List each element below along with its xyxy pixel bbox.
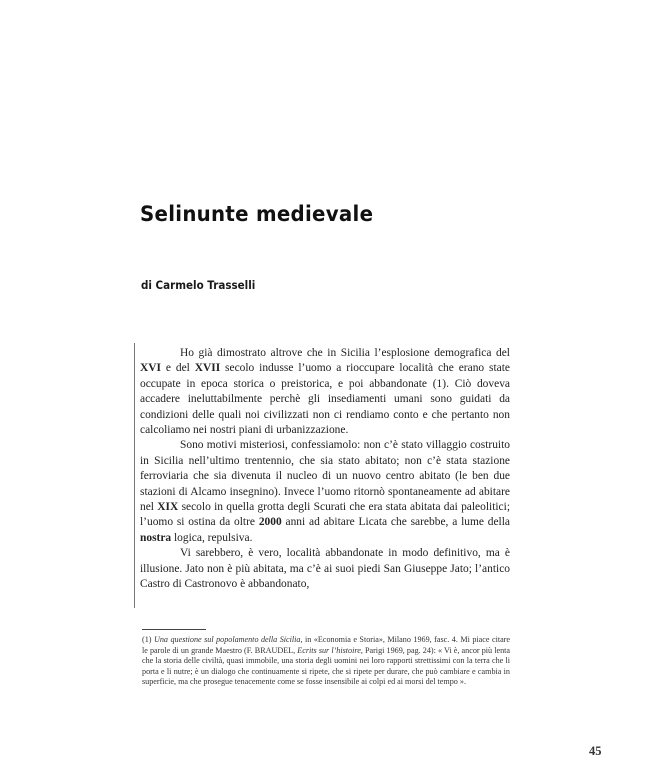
century-xix: XIX <box>157 501 179 514</box>
body-paragraph-3: Vi sarebbero, è vero, località abbandonate in modo definitivo, ma è illusione. Jato non è più abitata, ma c’è ai suoi piedi San Giuseppe Jato; l’antico Castro di Castronovo è abbandonato, <box>140 547 510 591</box>
years-2000: 2000 <box>258 516 282 529</box>
article-body <box>140 346 510 593</box>
paragraph-text: secolo indusse l’uomo a rioccupare località che erano state occupate in epoca storica o preistorica, e poi abbandonate (1). Ciò doveva accadere ineluttabilmente perchè gli insediamenti umani sono guidati da condizioni delle quali noi civilizzati non ci rendiamo conto e che pertanto non calcoliamo nei nostri piani di urbanizzazione. <box>140 362 510 437</box>
paragraph-text: logica, repulsiva. <box>171 531 253 544</box>
footnote-marker: (1) <box>142 635 152 644</box>
footnote <box>142 635 510 688</box>
paragraph-text: anni ad abitare Licata che sarebbe, a lume della <box>281 516 510 529</box>
page-number: 45 <box>589 744 602 758</box>
century-xvii: XVII <box>194 362 221 375</box>
article-author: di Carmelo Trasselli <box>141 278 256 292</box>
body-paragraph-1 <box>140 346 510 438</box>
paragraph-text: Sono motivi misteriosi, confessiamolo: non c’è stato villaggio costruito in Sicilia nell’ultimo trentennio, che sia stato abitato; non c’è stata stazione ferroviaria che sia divenuta il nucleo di un nuovo centro abitato (le ben due stazioni di Alcamo insegnino). Invece l’uomo ritornò spontaneamente ad abitare nel <box>140 439 510 514</box>
paragraph-text: Ho già dimostrato altrove che in Sicilia l’esplosione demografica del <box>180 347 510 359</box>
footnote-text: , in «Economia e Storia», Milano 1969, fasc. 4. Mi piace citare le parole di un grande Maestro (F. BRAUDEL, <box>142 635 510 655</box>
paragraph-text: secolo in quella grotta degli Scurati che era stata abitata dai paleolitici; l’uomo si ostina da oltre <box>140 501 510 529</box>
emphasis-nostra: nostra <box>140 531 172 544</box>
body-paragraph-2 <box>140 438 510 546</box>
footnote-quote: , Parigi 1969, pag. 24): « Vi è, ancor più lenta che la storia delle civiltà, quasi immobile, una storia degli uomini nei loro rapporti strettissimi con la terra che li porta e li nutre; è un dialogo che continuamente si ripete, che si ripete per durare, che può cambiare e cambia in superficie, ma che prosegue tenacemente come se fosse insensibile ai colpi ed ai morsi del tempo ». <box>142 645 510 687</box>
footnote-divider <box>142 629 206 630</box>
margin-rule <box>134 343 135 608</box>
article-title: Selinunte medievale <box>140 202 374 227</box>
footnote-cited-book: Ecrits sur l’histoire <box>297 645 361 655</box>
century-xvi: XVI <box>140 362 161 375</box>
paragraph-text: e del <box>160 362 195 375</box>
footnote-cited-title: Una questione sul popolamento della Sicilia <box>153 635 301 644</box>
